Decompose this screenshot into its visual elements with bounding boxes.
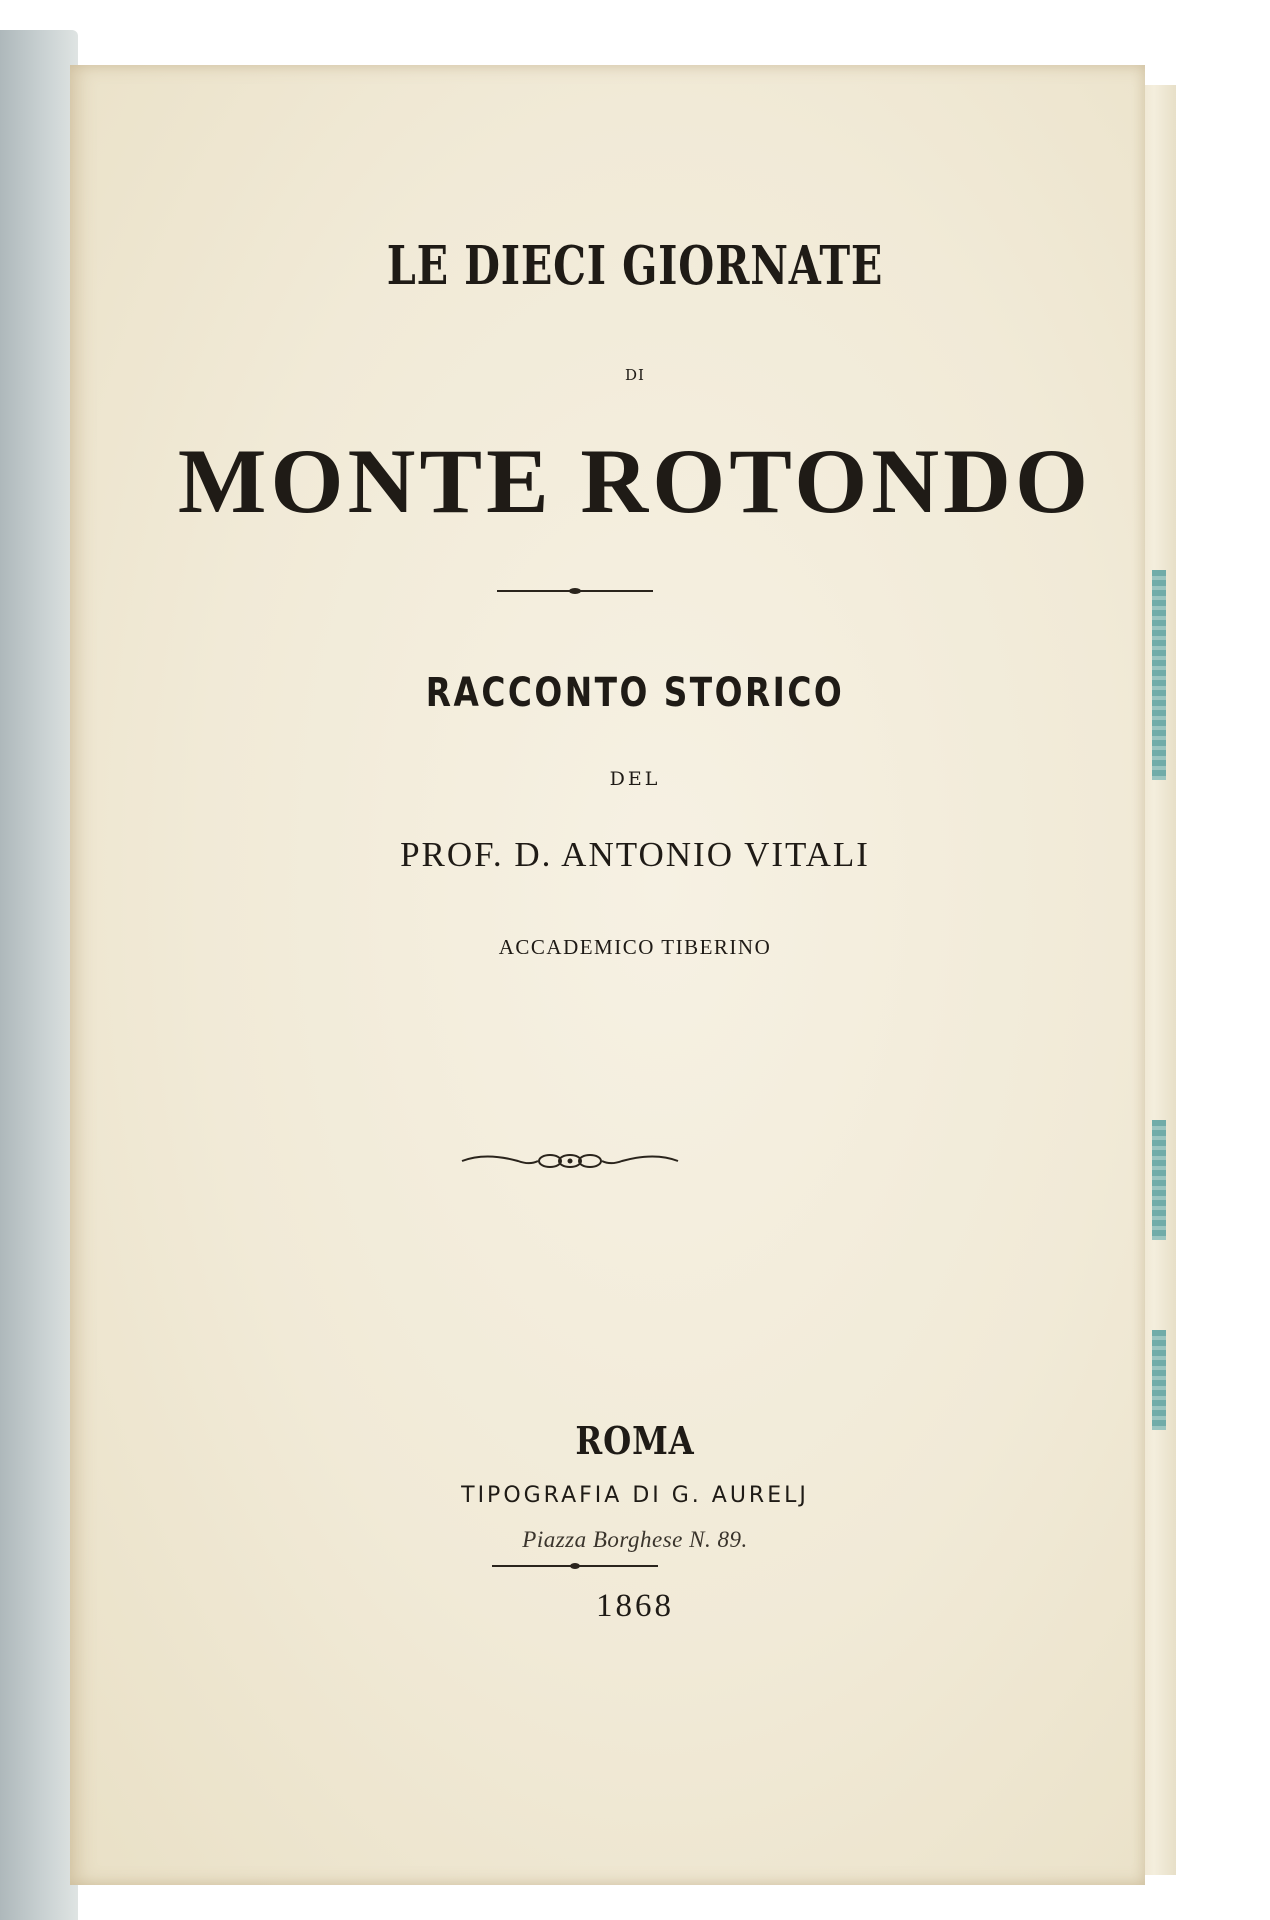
title-top: LE DIECI GIORNATE [386, 235, 884, 297]
imprint-year: 1868 [596, 1588, 674, 1624]
by-line: DEL [609, 768, 661, 790]
title-connector: DI [625, 366, 645, 384]
subtitle: RACCONTO STORICO [425, 670, 845, 716]
edge-stripe-decoration [1152, 1120, 1166, 1240]
short-rule-divider [495, 584, 655, 598]
imprint-city: ROMA [575, 1418, 695, 1463]
main-title: MONTE ROTONDO [177, 430, 1093, 532]
imprint-printer: TIPOGRAFIA DI G. AURELJ [461, 1483, 809, 1508]
imprint-rule-divider [490, 1560, 660, 1572]
imprint-address: Piazza Borghese N. 89. [522, 1527, 748, 1552]
ornamental-flourish [460, 1148, 680, 1174]
edge-stripe-decoration [1152, 1330, 1166, 1430]
book-cover-flap [0, 30, 78, 1920]
author-name: PROF. D. ANTONIO VITALI [400, 835, 870, 874]
author-affiliation: ACCADEMICO TIBERINO [498, 935, 772, 959]
